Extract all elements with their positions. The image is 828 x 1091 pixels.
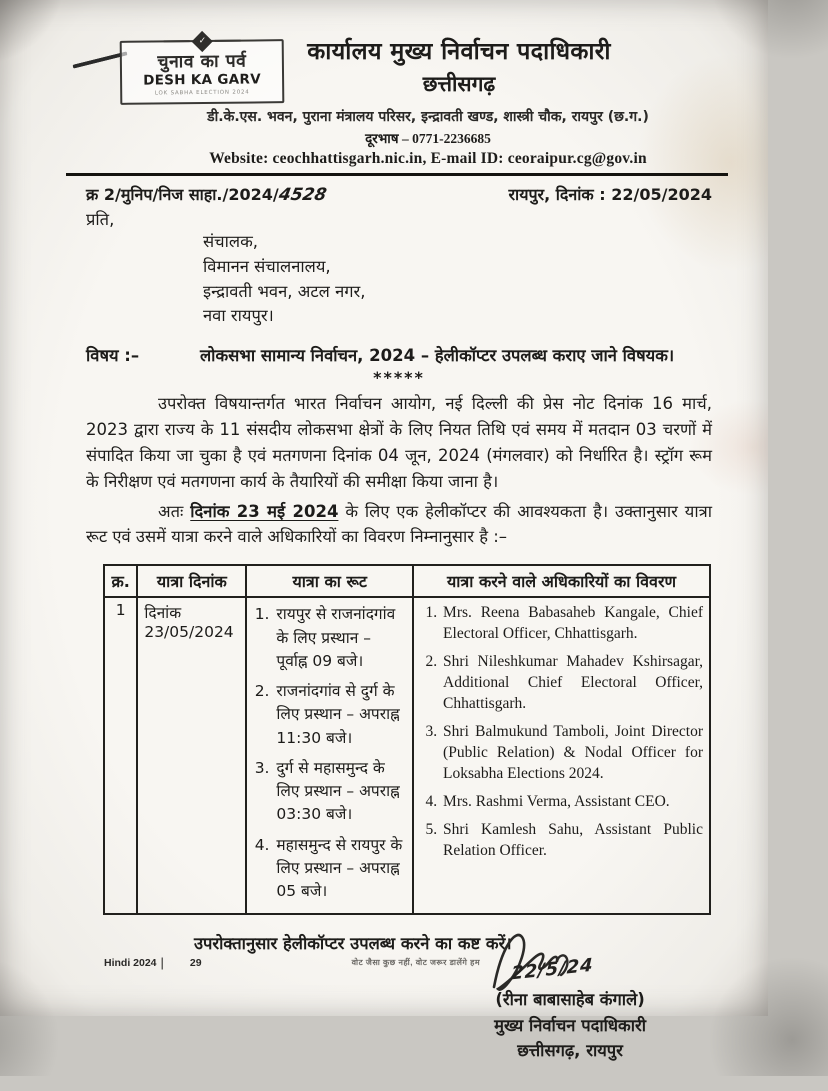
footer-page-number: 29 (189, 956, 202, 969)
itinerary-table (103, 564, 711, 915)
addressee-line: नवा रायपुर। (203, 306, 274, 326)
route-item: 2. राजनांदगांव से दुर्ग के लिए प्रस्थान – अपराह्न 11:30 बजे। (274, 680, 406, 750)
logo-english-text: DESH KA GARV (143, 71, 262, 89)
paragraph-2-suffix: के लिए एक हेलीकॉप्टर की आवश्यकता है। उक्तानुसार यात्रा रूट एवं उसमें यात्रा करने वाले अधिकारियों का विवरण निम्नानुसार है :– (86, 501, 712, 547)
travel-date-line2: 23/05/2024 (144, 623, 234, 642)
signatory-block (494, 987, 646, 1064)
subject-row (86, 343, 712, 366)
subject-text: लोकसभा सामान्य निर्वाचन, 2024 – हेलीकॉप्टर उपलब्ध कराए जाने विषयक। (200, 346, 675, 365)
underlined-date: दिनांक 23 मई 2024 (190, 501, 339, 521)
signature-date: 22/5/24 (511, 954, 595, 985)
salutation: प्रति, (86, 210, 115, 229)
travel-date-line1: दिनांक (144, 604, 182, 623)
route-item: 1. रायपुर से राजनांदगांव के लिए प्रस्थान – पूर्वाह्न 09 बजे। (274, 603, 406, 673)
header-officials: यात्रा करने वाले अधिकारियों का विवरण (413, 565, 710, 597)
route-list (253, 603, 406, 903)
election-campaign-logo (120, 35, 285, 105)
signatory-title: मुख्य निर्वाचन पदाधिकारी (494, 1015, 646, 1035)
office-phone: दूरभाष – 0771-2236685 (365, 131, 491, 146)
addressee-line: इन्द्रावती भवन, अटल नगर, (203, 281, 366, 301)
page-footer (0, 955, 768, 970)
reference-row (86, 183, 712, 205)
cell-officials (413, 597, 710, 914)
paragraph-2 (86, 499, 712, 551)
footer-slogan: वोट जैसा कुछ नहीं, वोट जरूर डालेंगे हम (351, 958, 481, 967)
route-item: 3. दुर्ग से महासमुन्द के लिए प्रस्थान – अपराह्न 03:30 बजे। (274, 757, 406, 827)
logo-subtext: LOK SABHA ELECTION 2024 (154, 89, 250, 97)
footer-language-year: Hindi 2024 (104, 956, 157, 969)
office-state: छत्तीसगढ़ (422, 72, 496, 96)
signatory-place: छत्तीसगढ़, रायपुर (517, 1041, 623, 1061)
logo-top-decoration (122, 30, 282, 52)
logo-hindi-text: चुनाव का पर्व (157, 51, 247, 73)
signatory-name: (रीना बाबासाहेब कंगाले) (495, 990, 645, 1010)
official-item: 2. Shri Nileshkumar Mahadev Kshirsagar, Additional Chief Electoral Officer, Chhattisgarh. (441, 652, 703, 715)
cell-sno: 1 (104, 597, 137, 914)
table-row (104, 597, 710, 914)
diamond-check-icon: ✓ (191, 30, 212, 51)
paragraph-2-prefix: अतः (158, 501, 191, 521)
cell-travel-route (246, 597, 413, 914)
header-travel-route: यात्रा का रूट (246, 565, 413, 597)
reference-number-handwritten: 4528 (276, 185, 328, 205)
addressee-line: संचालक, (203, 232, 259, 251)
header-sno: क्र. (104, 565, 137, 597)
table-header-row (104, 565, 710, 597)
route-item: 4. महासमुन्द से रायपुर के लिए प्रस्थान – अपराह्न 05 बजे। (274, 834, 406, 904)
official-item: 4. Mrs. Rashmi Verma, Assistant CEO. (441, 792, 703, 813)
subject-separator: ***** (373, 368, 425, 387)
place-and-date: रायपुर, दिनांक : 22/05/2024 (508, 185, 712, 204)
addressee-block (203, 230, 712, 329)
office-address: डी.के.एस. भवन, पुराना मंत्रालय परिसर, इन्द्रावती खण्ड, शास्त्री चौक, रायपुर (छ.ग.) (207, 109, 649, 125)
reference-number-printed: क्र 2/मुनिप/निज साहा./2024/ (86, 185, 279, 204)
logo-dash-right (214, 40, 240, 42)
official-item: 5. Shri Kamlesh Sahu, Assistant Public Relation Officer. (441, 820, 703, 862)
cell-travel-date (137, 597, 246, 914)
office-website-email: Website: ceochhattisgarh.nic.in, E-mail ID: ceoraipur.cg@gov.in (209, 150, 647, 167)
footer-divider: | (160, 955, 164, 970)
logo-dash-left (163, 40, 189, 42)
official-item: 1. Mrs. Reena Babasaheb Kangale, Chief Electoral Officer, Chhattisgarh. (441, 603, 703, 645)
official-item: 3. Shri Balmukund Tamboli, Joint Director (Public Relation) & Nodal Officer for Loksabha Elections 2024. (441, 722, 703, 785)
office-title: कार्यालय मुख्य निर्वाचन पदाधिकारी (307, 37, 611, 65)
reference-number (86, 183, 326, 205)
letterhead (0, 0, 768, 176)
header-travel-date: यात्रा दिनांक (137, 565, 246, 597)
closing-request: उपरोक्तानुसार हेलीकॉप्टर उपलब्ध करने का कष्ट करें। (194, 934, 512, 954)
subject-label: विषय :– (86, 346, 140, 365)
officials-list (420, 603, 703, 861)
addressee-line: विमानन संचालनालय, (203, 256, 331, 276)
letterhead-divider (66, 173, 728, 176)
paragraph-1: उपरोक्त विषयान्तर्गत भारत निर्वाचन आयोग, नई दिल्ली की प्रेस नोट दिनांक 16 मार्च, 2023 द्वारा राज्य के 11 संसदीय लोकसभा क्षेत्रों के लिए नियत तिथि एवं समय में मतदान 03 चरणों में संपादित किया जा चुका है एवं मतगणना दिनांक 04 जून, 2024 (मंगलवार) को निर्धारित है। स्ट्रॉग रूम के निरीक्षण एवं मतगणना कार्य के तैयारियों की समीक्षा किया जाना है। (86, 394, 712, 491)
